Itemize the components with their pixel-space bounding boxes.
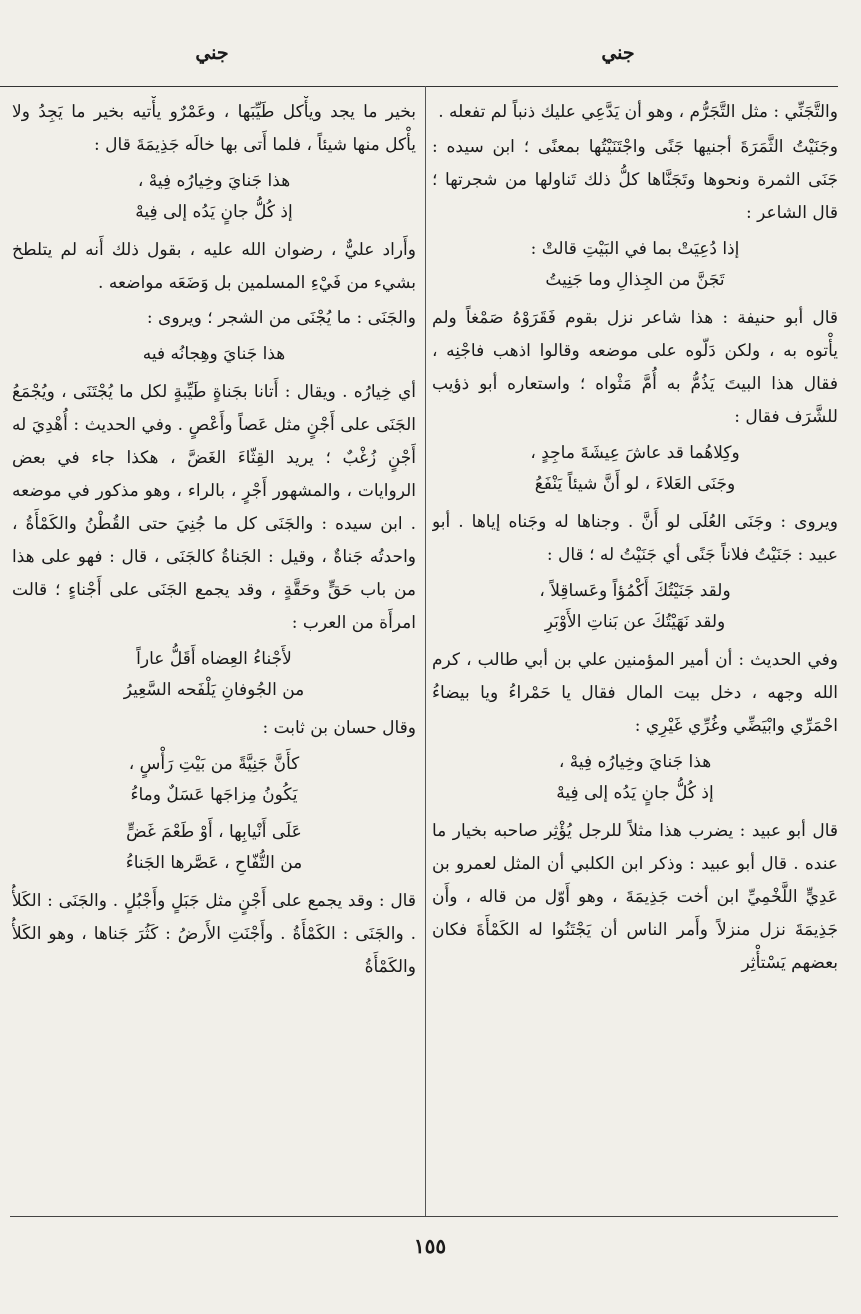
verse-block	[12, 644, 416, 706]
verse-line: إذ كُلُّ جانٍ يَدُه إلى فِيهْ	[135, 202, 293, 222]
verse-line: هذا جَنايَ وخِيارُه فِيهْ ،	[558, 752, 712, 772]
verse-block	[12, 339, 416, 370]
paragraph: وفي الحديث : أن أمير المؤمنين علي بن أبي طالب ، كرم الله وجهه ، دخل بيت المال فقال يا حَمْراءُ ويا بيضاءُ احْمَرِّي وابْيَضِّي وغُرِّي غَيْرِي :	[432, 650, 838, 736]
verse-line: من التُّفّاحِ ، عَصَّرها الجَناءُ	[125, 853, 303, 873]
paragraph: ويروى : وجَنَى العُلَى لو أَنَّ . وجناها له وجَناه إياها . أبو عبيد : جَنَيْتُ فلاناً جَنًى أي جَنَيْتُ له ؛ قال :	[432, 512, 838, 565]
verse-line: يَكُونُ مِزاجَها عَسَلٌ وماءُ	[130, 785, 298, 805]
verse-line: ولقد نَهَيْتُكَ عن بَناتِ الأَوْبَرِ	[544, 612, 726, 632]
verse-line: إذا دُعِيَتْ بما في البَيْتِ قالتْ :	[530, 239, 740, 259]
verse-line: تَجَنَّ من الجِذالِ وما جَنِيتُ	[545, 270, 725, 290]
paragraph: قال أبو حنيفة : هذا شاعر نزل بقوم فَقَرَوْهُ صَمْغاً ولم يأْتوه به ، ولكن دَلّوه على موضعه وقالوا اذهب فاجْنِه ، فقال هذا البيتَ يَذُمُّ به أُمَّ مَثْواه ؛ واستعاره أبو ذؤيب للشَّرَف فقال :	[432, 308, 838, 427]
paragraph: وأَراد عليٌّ ، رضوان الله عليه ، بقول ذلك أَنه لم يتلطخ بشيء من فَيْءِ المسلمين بل وَضَعَه مواضعه .	[12, 240, 416, 293]
verse-block	[432, 438, 838, 500]
running-head-left: جني	[195, 42, 229, 64]
verse-line: ولقد جَنَيْتُكَ أَكْمُؤاً وعَساقِلاً ،	[539, 581, 731, 601]
paragraph: والجَنَى : ما يُجْنَى من الشجر ؛ ويروى :	[146, 308, 416, 328]
column-divider	[425, 86, 426, 1216]
paragraph: بخير ما يجد ويأْكل طَيِّبَها ، وعَمْرٌو يأْتيه بخير ما يَجِدُ ولا يأْكل منها شيئاً ، فلما أَتى بها خالَه جَذِيمَةَ قال :	[12, 102, 416, 155]
verse-line: وكِلاهُما قد عاشَ عِيشَةَ ماجِدٍ ،	[530, 443, 740, 463]
verse-line: هذا جَنايَ وهِجانُه فيه	[142, 344, 286, 364]
paragraph: أي خِيارُه . ويقال : أَتانا بجَناةٍ طَيِّبةٍ لكل ما يُجْتَنَى ، ويُجْمَعُ الجَنَى على أَجْنٍ مثل عَصاً وأَعْصٍ . وفي الحديث : أُهْدِيَ له أَجْنٍ زُغْبٌ ؛ يريد القِثّاءَ الغَضَّ ، هكذا جاء في بعض الروايات ، والمشهور أَجْرٍ ، بالراء ، وهو مذكور في موضعه . ابن سيده : والجَنَى كل ما جُنِيَ حتى القُطْنُ والكَمْأَةُ ، واحدتُه جَناةٌ ، وقيل : الجَناةُ كالجَنَى ، قال : فهو على هذا من باب حَقٍّ وحَقَّةٍ ، وقد يجمع الجَنَى على أَجْناءٍ ؛ قالت امرأَة من العرب :	[12, 382, 416, 633]
verse-line: وجَنَى العَلاءَ ، لو أَنَّ شيئاً يَنْفَعُ	[534, 474, 736, 494]
verse-line: إذ كُلُّ جانٍ يَدُه إلى فِيهْ	[556, 783, 714, 803]
verse-block	[432, 234, 838, 296]
verse-line: كأَنَّ جَنِيَّةً من بَيْتِ رَأْسٍ ،	[128, 754, 300, 774]
header-rule	[0, 86, 838, 87]
verse-block	[432, 576, 838, 638]
paragraph: وقال حسان بن ثابت :	[262, 718, 416, 738]
paragraph: قال أبو عبيد : يضرب هذا مثلاً للرجل يُؤْثِر صاحبه بخيار ما عنده . قال أبو عبيد : وذكر ابن الكلبي أن المثل لعمرو بن عَدِيٍّ اللَّخْمِيِّ ابن أخت جَذِيمَةَ ، وهو أَوّل من قاله ، وأَن جَذِيمَةَ نزل منزلاً وأَمر الناس أن يَجْتَنُوا له الكَمْأَةَ فكان بعضهم يَسْتأْثِر	[432, 821, 838, 973]
verse-line: من الجُوفانِ يَلْفَحه السَّعِيرُ	[123, 680, 305, 700]
verse-line: عَلَى أَنْيابِها ، أَوْ طَعْمَ غَضٍّ	[126, 822, 302, 842]
verse-line: هذا جَنايَ وخِيارُه فِيهْ ،	[137, 171, 291, 191]
verse-block	[432, 747, 838, 809]
verse-block	[12, 817, 416, 879]
verse-block	[12, 749, 416, 811]
footer-rule	[10, 1216, 838, 1217]
paragraph: قال : وقد يجمع على أَجْنٍ مثل جَبَلٍ وأَجْبُلٍ . والجَنَى : الكَلأُ . والجَنَى : الكَمْأَةُ . وأَجْنَتِ الأَرضُ : كَثُرَ جَناها ، وهو الكَلأُ والكَمْأَةُ	[12, 891, 416, 977]
verse-line: لأَجْناءُ العِضاه أَقَلُّ عاراً	[136, 649, 292, 669]
running-head-right: جني	[601, 42, 635, 64]
left-column	[12, 96, 416, 1208]
right-column	[432, 96, 838, 1208]
paragraph: وجَنَيْتُ الثَّمَرَةَ أجنيها جَنًى واجْتَنَيْتُها بمعنًى ؛ ابن سيده : جَنَى الثمرة ونحوها وتَجَنَّاها كلُّ ذلك تَناولها من شجرتها ؛ قال الشاعر :	[432, 137, 838, 223]
verse-block	[12, 166, 416, 228]
paragraph: والتَّجَنِّي : مثل التَّجَرُّم ، وهو أن يَدَّعِي عليك ذنباً لم تفعله .	[438, 102, 838, 122]
page-number: ١٥٥	[413, 1234, 447, 1258]
